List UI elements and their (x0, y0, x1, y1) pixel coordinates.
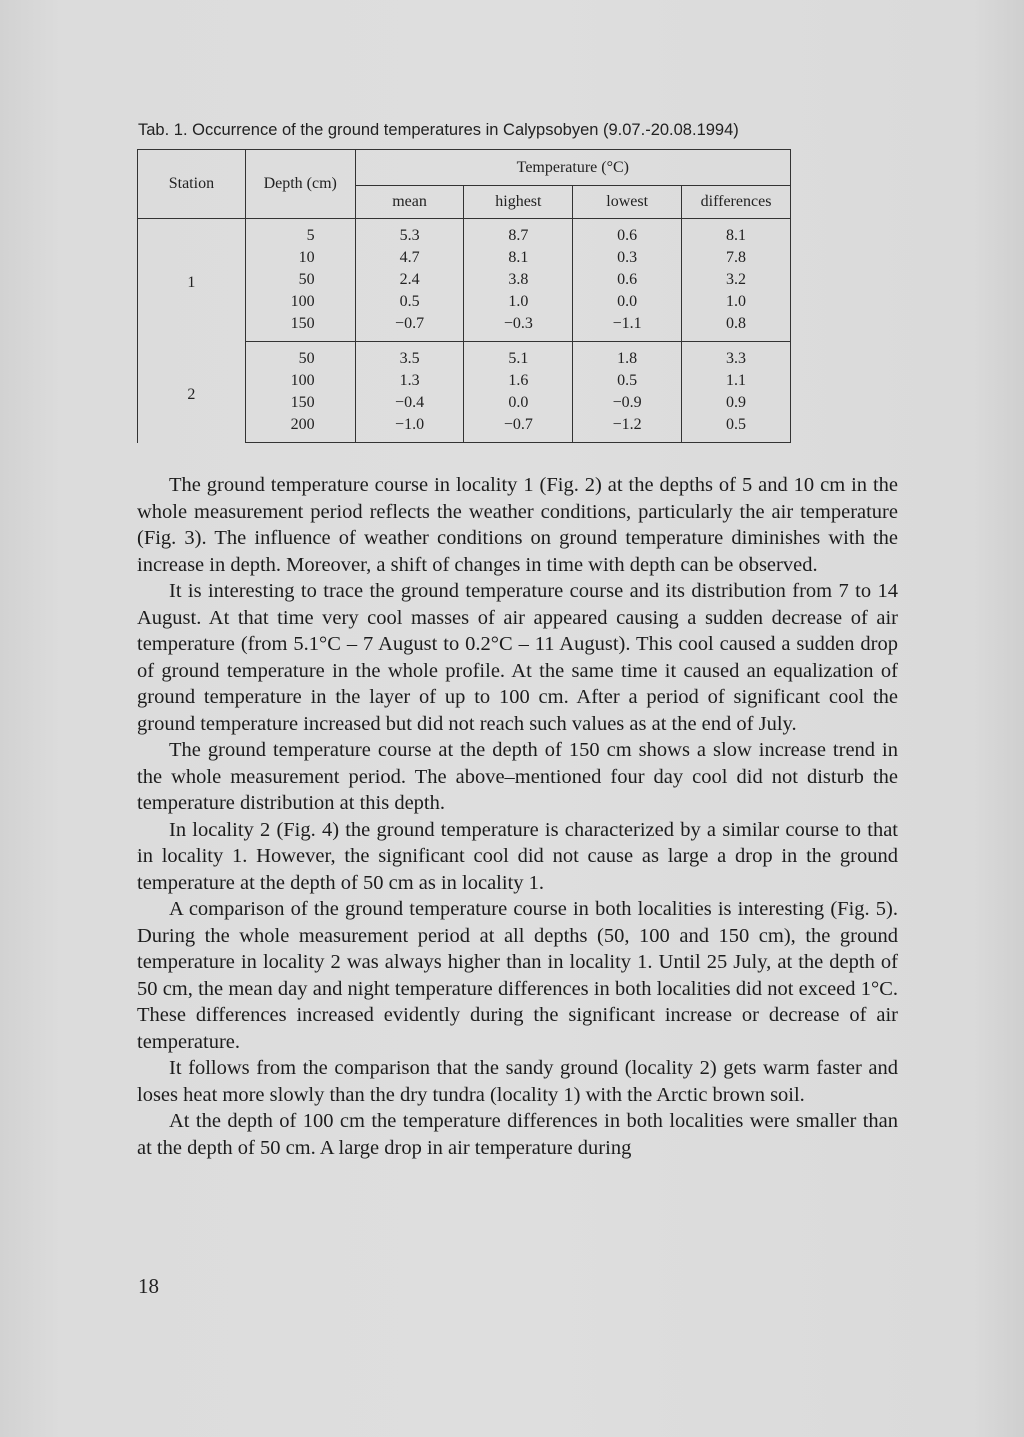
header-mean: mean (355, 186, 464, 219)
mean-cell: 5.3 (355, 219, 464, 248)
highest-cell: −0.7 (464, 414, 573, 443)
header-depth: Depth (cm) (245, 150, 355, 219)
differences-cell: 3.3 (682, 342, 791, 371)
mean-cell: −0.4 (355, 392, 464, 414)
lowest-cell: 0.6 (573, 269, 682, 291)
mean-cell: 2.4 (355, 269, 464, 291)
paragraph: In locality 2 (Fig. 4) the ground temperature is characterized by a similar course to that in locality 1. However, the significant cool did not cause as large a drop in the ground temperature at the depth of 50 cm as in locality 1. (137, 818, 898, 894)
table-row (138, 342, 791, 371)
depth-cell: 200 (245, 414, 355, 443)
table-body (138, 219, 791, 443)
header-station: Station (138, 150, 246, 219)
differences-cell: 0.8 (682, 313, 791, 342)
lowest-cell: 1.8 (573, 342, 682, 371)
differences-cell: 0.5 (682, 414, 791, 443)
mean-cell: 0.5 (355, 291, 464, 313)
highest-cell: 0.0 (464, 392, 573, 414)
header-highest: highest (464, 186, 573, 219)
lowest-cell: 0.5 (573, 370, 682, 392)
lowest-cell: 0.3 (573, 247, 682, 269)
temperature-table (137, 149, 791, 443)
highest-cell: 5.1 (464, 342, 573, 371)
depth-cell: 5 (245, 219, 355, 248)
depth-cell: 100 (245, 291, 355, 313)
header-differences: differences (682, 186, 791, 219)
depth-cell: 150 (245, 392, 355, 414)
differences-cell: 3.2 (682, 269, 791, 291)
differences-cell: 7.8 (682, 247, 791, 269)
body-text (137, 472, 898, 1161)
differences-cell: 8.1 (682, 219, 791, 248)
highest-cell: 8.1 (464, 247, 573, 269)
table-row (138, 219, 791, 248)
paragraph: At the depth of 100 cm the temperature differences in both localities were smaller than at the depth of 50 cm. A large drop in air temperature during (137, 1110, 898, 1159)
paragraph: A comparison of the ground temperature course in both localities is interesting (Fig. 5). During the whole measurement period at all depths (50, 100 and 150 cm), the ground temperature in locality 2 was always higher than in locality 1. Until 25 July, at the depth of 50 cm, the mean day and night temperature differences in both localities did not exceed 1°C. These differences increased evidently during the significant increase or decrease of air temperature. (137, 898, 898, 1053)
mean-cell: 1.3 (355, 370, 464, 392)
mean-cell: −1.0 (355, 414, 464, 443)
highest-cell: 1.0 (464, 291, 573, 313)
lowest-cell: 0.0 (573, 291, 682, 313)
highest-cell: −0.3 (464, 313, 573, 342)
station-cell: 1 (138, 219, 246, 342)
lowest-cell: −1.2 (573, 414, 682, 443)
mean-cell: −0.7 (355, 313, 464, 342)
header-temperature: Temperature (°C) (355, 150, 790, 186)
lowest-cell: −1.1 (573, 313, 682, 342)
depth-cell: 50 (245, 269, 355, 291)
station-cell: 2 (138, 342, 246, 443)
differences-cell: 0.9 (682, 392, 791, 414)
highest-cell: 1.6 (464, 370, 573, 392)
paragraph: It is interesting to trace the ground temperature course and its distribution from 7 to 14 August. At that time very cool masses of air appeared causing a sudden decrease of air temperature (from 5.1°C – 7 August to 0.2°C – 11 August). This cool caused a sudden drop of ground temperature in the whole profile. At the same time it caused an equalization of ground temperature in the layer of up to 100 cm. After a period of significant cool the ground temperature increased but did not reach such values as at the end of July. (137, 580, 898, 735)
depth-cell: 50 (245, 342, 355, 371)
header-lowest: lowest (573, 186, 682, 219)
differences-cell: 1.0 (682, 291, 791, 313)
highest-cell: 8.7 (464, 219, 573, 248)
table-caption: Tab. 1. Occurrence of the ground temperatures in Calypsobyen (9.07.-20.08.1994) (138, 121, 739, 139)
depth-cell: 10 (245, 247, 355, 269)
paragraph: The ground temperature course in locality 1 (Fig. 2) at the depths of 5 and 10 cm in the whole measurement period reflects the weather conditions, particularly the air temperature (Fig. 3). The influence of weather conditions on ground temperature diminishes with the increase in depth. Moreover, a shift of changes in time with depth can be observed. (137, 474, 898, 576)
depth-cell: 150 (245, 313, 355, 342)
depth-cell: 100 (245, 370, 355, 392)
page-number: 18 (138, 1274, 159, 1298)
mean-cell: 3.5 (355, 342, 464, 371)
lowest-cell: −0.9 (573, 392, 682, 414)
mean-cell: 4.7 (355, 247, 464, 269)
paragraph: The ground temperature course at the depth of 150 cm shows a slow increase trend in the whole measurement period. The above–mentioned four day cool did not disturb the temperature distribution at this depth. (137, 739, 898, 814)
paragraph: It follows from the comparison that the sandy ground (locality 2) gets warm faster and loses heat more slowly than the dry tundra (locality 1) with the Arctic brown soil. (137, 1057, 898, 1106)
lowest-cell: 0.6 (573, 219, 682, 248)
differences-cell: 1.1 (682, 370, 791, 392)
highest-cell: 3.8 (464, 269, 573, 291)
